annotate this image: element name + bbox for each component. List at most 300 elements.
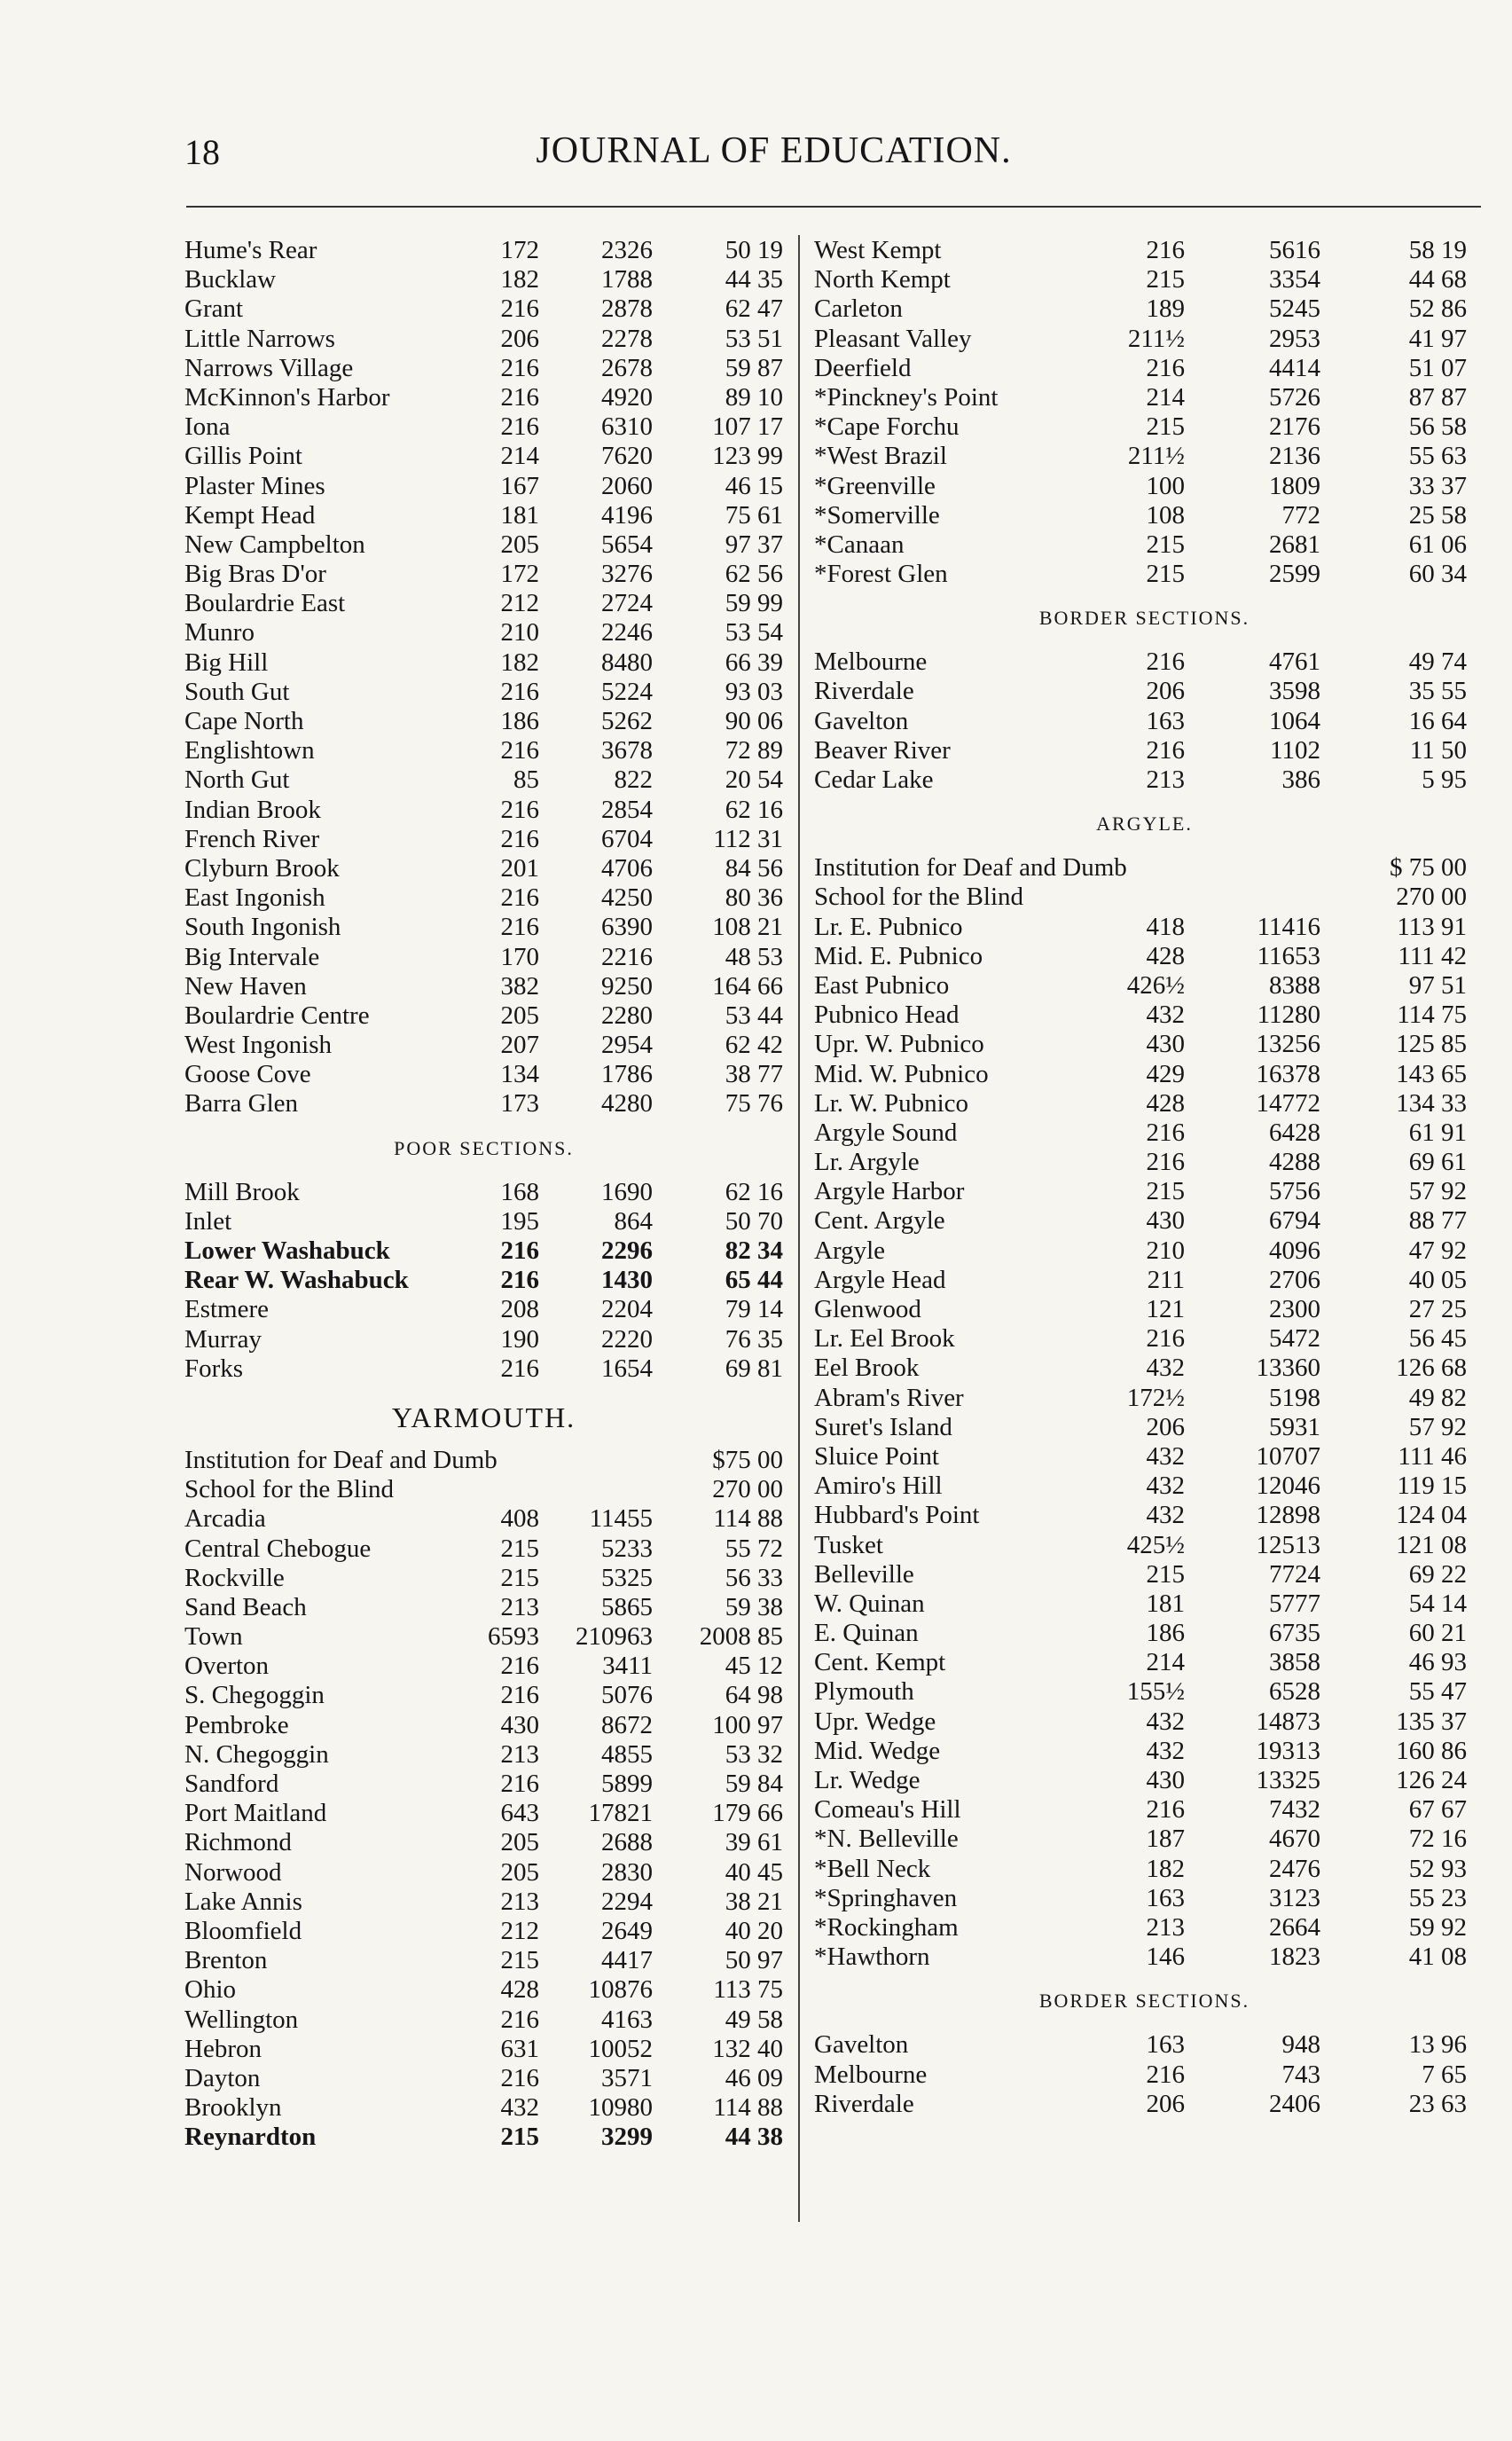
section-name: Hume's Rear <box>184 236 317 264</box>
attendance-total: 5865 <box>601 1592 653 1621</box>
days-taught: 216 <box>1146 648 1185 677</box>
days-taught: 214 <box>500 442 539 471</box>
attendance-total: 5224 <box>601 677 653 706</box>
grant-amount: 111 42 <box>1398 941 1467 970</box>
table-row <box>814 2060 1475 2090</box>
attendance-total: 2649 <box>601 1916 653 1945</box>
days-taught: 382 <box>500 971 539 1001</box>
days-taught: 195 <box>500 1206 539 1236</box>
section-name: Overton <box>184 1652 270 1681</box>
attendance-total: 10052 <box>588 2034 653 2063</box>
days-taught: 205 <box>500 1001 539 1030</box>
days-taught: 426½ <box>1126 970 1185 1000</box>
days-taught: 121 <box>1146 1295 1185 1323</box>
table-row <box>184 1178 783 1207</box>
days-taught: 208 <box>500 1295 539 1324</box>
grant-amount: 44 35 <box>725 265 783 294</box>
section-name: *Bell Neck <box>814 1854 931 1883</box>
table-row <box>184 678 783 707</box>
days-taught: 172 <box>500 560 539 589</box>
attendance-total: 3411 <box>602 1652 653 1681</box>
grant-amount: 111 46 <box>1398 1441 1467 1471</box>
table-row <box>814 1384 1475 1413</box>
days-taught: 182 <box>1146 1854 1185 1883</box>
grant-amount: 60 21 <box>1408 1619 1467 1648</box>
days-taught: 212 <box>500 589 539 618</box>
section-name: Riverdale <box>814 2089 914 2118</box>
days-taught: 206 <box>1146 1412 1185 1441</box>
grant-amount: 41 08 <box>1408 1943 1467 1972</box>
attendance-total: 4670 <box>1269 1825 1320 1854</box>
section-heading: ARGYLE. <box>1096 812 1193 836</box>
days-taught: 213 <box>1146 1912 1185 1942</box>
attendance-total: 2953 <box>1269 324 1320 353</box>
attendance-total: 1786 <box>601 1060 653 1089</box>
days-taught: 216 <box>500 736 539 765</box>
attendance-total: 14772 <box>1256 1088 1320 1118</box>
table-row <box>184 854 783 883</box>
grant-amount: 61 91 <box>1408 1118 1467 1147</box>
attendance-total: 772 <box>1281 500 1320 530</box>
days-taught: 432 <box>500 2093 539 2123</box>
days-taught: 215 <box>1146 1177 1185 1206</box>
table-row <box>184 913 783 942</box>
grant-amount: 50 19 <box>725 236 783 264</box>
days-taught: 216 <box>500 1354 539 1383</box>
days-taught: 216 <box>1146 735 1185 765</box>
grant-amount: 62 42 <box>725 1031 783 1060</box>
attendance-total: 2476 <box>1269 1854 1320 1883</box>
table-row <box>814 472 1475 501</box>
days-taught: 215 <box>1146 265 1185 294</box>
grant-amount: 72 16 <box>1408 1825 1467 1854</box>
attendance-total: 7432 <box>1269 1795 1320 1825</box>
grant-amount: 69 61 <box>1408 1148 1467 1177</box>
table-row <box>184 1917 783 1946</box>
attendance-total: 5198 <box>1269 1383 1320 1412</box>
attendance-total: 4288 <box>1269 1148 1320 1177</box>
section-name: Lr. Argyle <box>814 1148 920 1177</box>
table-row <box>814 736 1475 765</box>
section-name: *Rockingham <box>814 1912 959 1942</box>
grant-amount: 40 05 <box>1408 1265 1467 1294</box>
days-taught: 216 <box>1146 353 1185 382</box>
table-row <box>184 1475 783 1504</box>
grant-amount: 87 87 <box>1408 382 1467 412</box>
table-row <box>184 1828 783 1857</box>
attendance-total: 3571 <box>601 2063 653 2092</box>
table-row <box>184 648 783 678</box>
grant-amount: 62 47 <box>725 294 783 324</box>
days-taught: 215 <box>500 2123 539 2152</box>
section-name: Abram's River <box>814 1383 964 1412</box>
section-name: Brooklyn <box>184 2093 282 2123</box>
attendance-total: 5262 <box>601 707 653 735</box>
grant-amount: 132 40 <box>712 2034 783 2063</box>
attendance-total: 2280 <box>601 1001 653 1030</box>
days-taught: 172 <box>500 236 539 264</box>
days-taught: 215 <box>1146 530 1185 559</box>
section-name: *Pinckney's Point <box>814 382 999 412</box>
table-row <box>814 1413 1475 1442</box>
section-name: South Ingonish <box>184 913 341 942</box>
attendance-total: 2688 <box>601 1828 653 1857</box>
attendance-total: 5245 <box>1269 294 1320 324</box>
days-taught: 432 <box>1146 1501 1185 1530</box>
days-taught: 216 <box>500 795 539 824</box>
table-row <box>184 825 783 854</box>
attendance-total: 8388 <box>1269 970 1320 1000</box>
grant-amount: 76 35 <box>725 1324 783 1354</box>
table-row <box>814 1148 1475 1177</box>
attendance-total: 4196 <box>601 500 653 530</box>
days-taught: 216 <box>1146 2060 1185 2089</box>
attendance-total: 822 <box>614 765 653 795</box>
table-row <box>814 1795 1475 1825</box>
table-row <box>184 1711 783 1740</box>
attendance-total: 2294 <box>601 1887 653 1916</box>
section-name: Comeau's Hill <box>814 1795 961 1825</box>
section-name: *Somerville <box>814 500 940 530</box>
section-name: West Kempt <box>814 236 942 264</box>
table-row <box>184 1354 783 1384</box>
attendance-total: 11455 <box>589 1504 653 1534</box>
days-taught: 206 <box>1146 677 1185 706</box>
section-heading: POOR SECTIONS. <box>394 1136 574 1159</box>
attendance-total: 5777 <box>1269 1589 1320 1618</box>
days-taught: 212 <box>500 1916 539 1945</box>
section-name: W. Quinan <box>814 1589 925 1618</box>
table-row <box>184 1622 783 1652</box>
attendance-total: 2678 <box>601 353 653 382</box>
days-taught: 206 <box>500 324 539 353</box>
attendance-total: 4280 <box>601 1089 653 1118</box>
days-taught: 432 <box>1146 1472 1185 1501</box>
attendance-total: 11280 <box>1257 1001 1320 1030</box>
section-name: Hebron <box>184 2034 262 2063</box>
grant-amount: 123 99 <box>712 442 783 471</box>
attendance-total: 5726 <box>1269 382 1320 412</box>
section-name: Lake Annis <box>184 1887 302 1916</box>
section-name: Hubbard's Point <box>814 1501 980 1530</box>
days-taught: 187 <box>1146 1825 1185 1854</box>
days-taught: 216 <box>1146 1795 1185 1825</box>
section-name: *Cape Forchu <box>814 412 960 442</box>
attendance-total: 6735 <box>1269 1619 1320 1648</box>
attendance-total: 6310 <box>601 412 653 442</box>
section-name: Lower Washabuck <box>184 1236 390 1265</box>
table-row <box>184 2035 783 2064</box>
grant-amount: 126 68 <box>1396 1354 1467 1383</box>
grant-amount: 46 15 <box>725 471 783 500</box>
grant-amount: 54 14 <box>1408 1589 1467 1618</box>
grant-amount: 20 54 <box>725 765 783 795</box>
attendance-total: 1809 <box>1269 471 1320 500</box>
days-taught: 211 <box>1147 1265 1185 1294</box>
days-taught: 215 <box>1146 412 1185 442</box>
days-taught: 215 <box>500 1534 539 1563</box>
days-taught: 643 <box>500 1799 539 1828</box>
attendance-total: 1654 <box>601 1354 653 1383</box>
table-row <box>814 1737 1475 1766</box>
table-row <box>814 1295 1475 1324</box>
table-row <box>184 354 783 383</box>
attendance-total: 2136 <box>1269 442 1320 471</box>
grant-amount: 57 92 <box>1408 1412 1467 1441</box>
attendance-total: 9250 <box>601 971 653 1001</box>
grant-amount: 97 51 <box>1408 970 1467 1000</box>
section-heading: BORDER SECTIONS. <box>1038 607 1250 630</box>
table-row <box>184 265 783 294</box>
attendance-total: 5931 <box>1269 1412 1320 1441</box>
days-taught: 428 <box>500 1975 539 2005</box>
table-row <box>814 1266 1475 1295</box>
days-taught: 215 <box>500 1946 539 1975</box>
grant-amount: 49 58 <box>725 2005 783 2034</box>
section-name: Pubnico Head <box>814 1001 960 1030</box>
grant-amount: 108 21 <box>712 913 783 942</box>
table-row <box>814 412 1475 442</box>
days-taught: 163 <box>1146 706 1185 735</box>
grant-amount: 55 47 <box>1408 1677 1467 1707</box>
grant-amount: 179 66 <box>712 1799 783 1828</box>
grant-amount: 46 09 <box>725 2063 783 2092</box>
section-name: Goose Cove <box>184 1060 311 1089</box>
days-taught: 6593 <box>488 1622 539 1652</box>
grant-amount: 135 37 <box>1396 1707 1467 1736</box>
grant-amount: 59 87 <box>725 353 783 382</box>
days-taught: 100 <box>1146 471 1185 500</box>
days-taught: 631 <box>500 2034 539 2063</box>
grant-amount: 80 36 <box>725 883 783 913</box>
table-row <box>184 1740 783 1770</box>
table-row <box>184 442 783 471</box>
section-name: Plymouth <box>814 1677 914 1707</box>
table-row <box>184 412 783 442</box>
section-name: S. Chegoggin <box>184 1681 325 1710</box>
grant-amount: 59 92 <box>1408 1912 1467 1942</box>
grant-amount: 57 92 <box>1408 1177 1467 1206</box>
grant-amount: 60 34 <box>1408 560 1467 589</box>
grant-amount: 46 93 <box>1408 1648 1467 1677</box>
section-name: *Forest Glen <box>814 560 948 589</box>
section-name: Lr. Wedge <box>814 1766 921 1794</box>
grant-amount: 16 64 <box>1408 706 1467 735</box>
table-row <box>184 383 783 412</box>
attendance-total: 19313 <box>1256 1736 1320 1765</box>
section-name: Englishtown <box>184 736 315 765</box>
table-row <box>814 1589 1475 1619</box>
section-name: Upr. W. Pubnico <box>814 1030 984 1059</box>
attendance-total: 17821 <box>588 1799 653 1828</box>
days-taught: 211½ <box>1127 442 1185 471</box>
grant-amount: 25 58 <box>1408 500 1467 530</box>
attendance-total: 2246 <box>601 618 653 648</box>
days-taught: 425½ <box>1126 1530 1185 1559</box>
section-name: Wellington <box>184 2005 299 2034</box>
days-taught: 186 <box>500 707 539 735</box>
section-name: Pleasant Valley <box>814 324 972 353</box>
table-row <box>814 560 1475 589</box>
section-name: Deerfield <box>814 353 912 382</box>
section-name: Richmond <box>184 1828 292 1857</box>
section-heading: BORDER SECTIONS. <box>1038 1990 1250 2013</box>
days-taught: 428 <box>1146 1088 1185 1118</box>
days-taught: 190 <box>500 1324 539 1354</box>
grant-amount: 65 44 <box>725 1266 783 1295</box>
section-name: Iona <box>184 412 231 442</box>
grant-amount: $ 75 00 <box>1390 853 1467 883</box>
section-name: Argyle <box>814 1236 886 1265</box>
section-name: *West Brazil <box>814 442 947 471</box>
grant-amount: 55 63 <box>1408 442 1467 471</box>
table-row <box>184 1593 783 1622</box>
attendance-total: 13325 <box>1256 1766 1320 1794</box>
days-taught: 173 <box>500 1089 539 1118</box>
days-taught: 207 <box>500 1031 539 1060</box>
section-name: Ohio <box>184 1975 236 2005</box>
grant-amount: 50 97 <box>725 1946 783 1975</box>
section-name: School for the Blind <box>814 883 1024 912</box>
days-taught: 432 <box>1146 1707 1185 1736</box>
grant-amount: 2008 85 <box>699 1622 783 1652</box>
section-name: Carleton <box>814 294 903 324</box>
days-taught: 170 <box>500 942 539 971</box>
table-row <box>814 1206 1475 1236</box>
attendance-total: 2278 <box>601 324 653 353</box>
grant-amount: 69 81 <box>725 1354 783 1383</box>
grant-amount: 56 58 <box>1408 412 1467 442</box>
attendance-total: 8480 <box>601 648 653 677</box>
attendance-total: 10980 <box>588 2093 653 2123</box>
days-taught: 216 <box>500 1236 539 1265</box>
table-row <box>184 1295 783 1324</box>
grant-amount: 44 68 <box>1408 265 1467 294</box>
table-row <box>814 1089 1475 1118</box>
grant-amount: 62 56 <box>725 560 783 589</box>
grant-amount: 53 54 <box>725 618 783 648</box>
section-name: Grant <box>184 294 244 324</box>
attendance-total: 6794 <box>1269 1206 1320 1236</box>
days-taught: 181 <box>500 500 539 530</box>
table-row <box>814 913 1475 942</box>
grant-amount: 89 10 <box>725 382 783 412</box>
attendance-total: 2216 <box>601 942 653 971</box>
section-name: South Gut <box>184 677 290 706</box>
days-taught: 211½ <box>1127 324 1185 353</box>
table-row <box>814 501 1475 530</box>
table-row <box>814 677 1475 706</box>
days-taught: 181 <box>1146 1589 1185 1618</box>
attendance-total: 386 <box>1281 765 1320 794</box>
section-name: Kempt Head <box>184 500 316 530</box>
section-name: Cent. Argyle <box>814 1206 945 1236</box>
grant-amount: 75 61 <box>725 500 783 530</box>
attendance-total: 13256 <box>1256 1030 1320 1059</box>
table-row <box>814 1560 1475 1589</box>
table-row <box>184 796 783 825</box>
table-row <box>184 765 783 795</box>
table-row <box>814 1030 1475 1059</box>
attendance-total: 4920 <box>601 382 653 412</box>
table-row <box>184 1975 783 2005</box>
days-taught: 215 <box>1146 560 1185 589</box>
days-taught: 408 <box>500 1504 539 1534</box>
days-taught: 429 <box>1146 1059 1185 1088</box>
table-row <box>814 2030 1475 2060</box>
section-name: Institution for Deaf and Dumb <box>184 1445 497 1474</box>
grant-amount: 90 06 <box>725 707 783 735</box>
attendance-total: 5654 <box>601 530 653 559</box>
days-taught: 210 <box>500 618 539 648</box>
attendance-total: 2406 <box>1269 2089 1320 2118</box>
table-row <box>184 325 783 354</box>
attendance-total: 16378 <box>1256 1059 1320 1088</box>
section-name: Clyburn Brook <box>184 853 340 883</box>
days-taught: 216 <box>500 913 539 942</box>
section-heading: YARMOUTH. <box>391 1401 576 1433</box>
grant-amount: 82 34 <box>725 1236 783 1265</box>
table-row <box>184 1207 783 1236</box>
days-taught: 432 <box>1146 1354 1185 1383</box>
table-row <box>814 442 1475 471</box>
attendance-total: 2724 <box>601 589 653 618</box>
days-taught: 213 <box>500 1592 539 1621</box>
days-taught: 216 <box>500 382 539 412</box>
table-row <box>184 943 783 972</box>
section-name: Melbourne <box>814 2060 928 2089</box>
table-row <box>814 2090 1475 2119</box>
grant-amount: 59 99 <box>725 589 783 618</box>
section-name: Munro <box>184 618 255 648</box>
section-name: E. Quinan <box>814 1619 919 1648</box>
attendance-total: 2706 <box>1269 1265 1320 1294</box>
table-row <box>184 883 783 913</box>
grant-amount: 84 56 <box>725 853 783 883</box>
grant-amount: 113 75 <box>713 1975 783 2005</box>
table-row <box>184 236 783 265</box>
attendance-total: 2296 <box>601 1236 653 1265</box>
days-taught: 210 <box>1146 1236 1185 1265</box>
table-row <box>814 1001 1475 1030</box>
attendance-total: 4163 <box>601 2005 653 2034</box>
days-taught: 214 <box>1146 1648 1185 1677</box>
attendance-total: 6704 <box>601 824 653 853</box>
days-taught: 206 <box>1146 2089 1185 2118</box>
attendance-total: 3123 <box>1269 1883 1320 1912</box>
attendance-total: 12513 <box>1256 1530 1320 1559</box>
attendance-total: 5899 <box>601 1770 653 1798</box>
table-row <box>184 707 783 736</box>
section-name: Big Intervale <box>184 942 320 971</box>
grant-amount: 62 16 <box>725 1177 783 1206</box>
section-name: Indian Brook <box>184 795 321 824</box>
section-name: Belleville <box>814 1559 914 1589</box>
grant-amount: 35 55 <box>1408 677 1467 706</box>
table-row <box>814 1501 1475 1530</box>
grant-amount: 51 07 <box>1408 353 1467 382</box>
grant-amount: 100 97 <box>712 1710 783 1739</box>
table-row <box>814 1177 1475 1206</box>
table-row <box>814 383 1475 412</box>
attendance-total: 864 <box>614 1206 653 1236</box>
table-row <box>184 1888 783 1917</box>
section-name: Bucklaw <box>184 265 277 294</box>
table-row <box>184 2005 783 2035</box>
table-row <box>814 707 1475 736</box>
section-name: Tusket <box>814 1530 883 1559</box>
grant-amount: 61 06 <box>1408 530 1467 559</box>
